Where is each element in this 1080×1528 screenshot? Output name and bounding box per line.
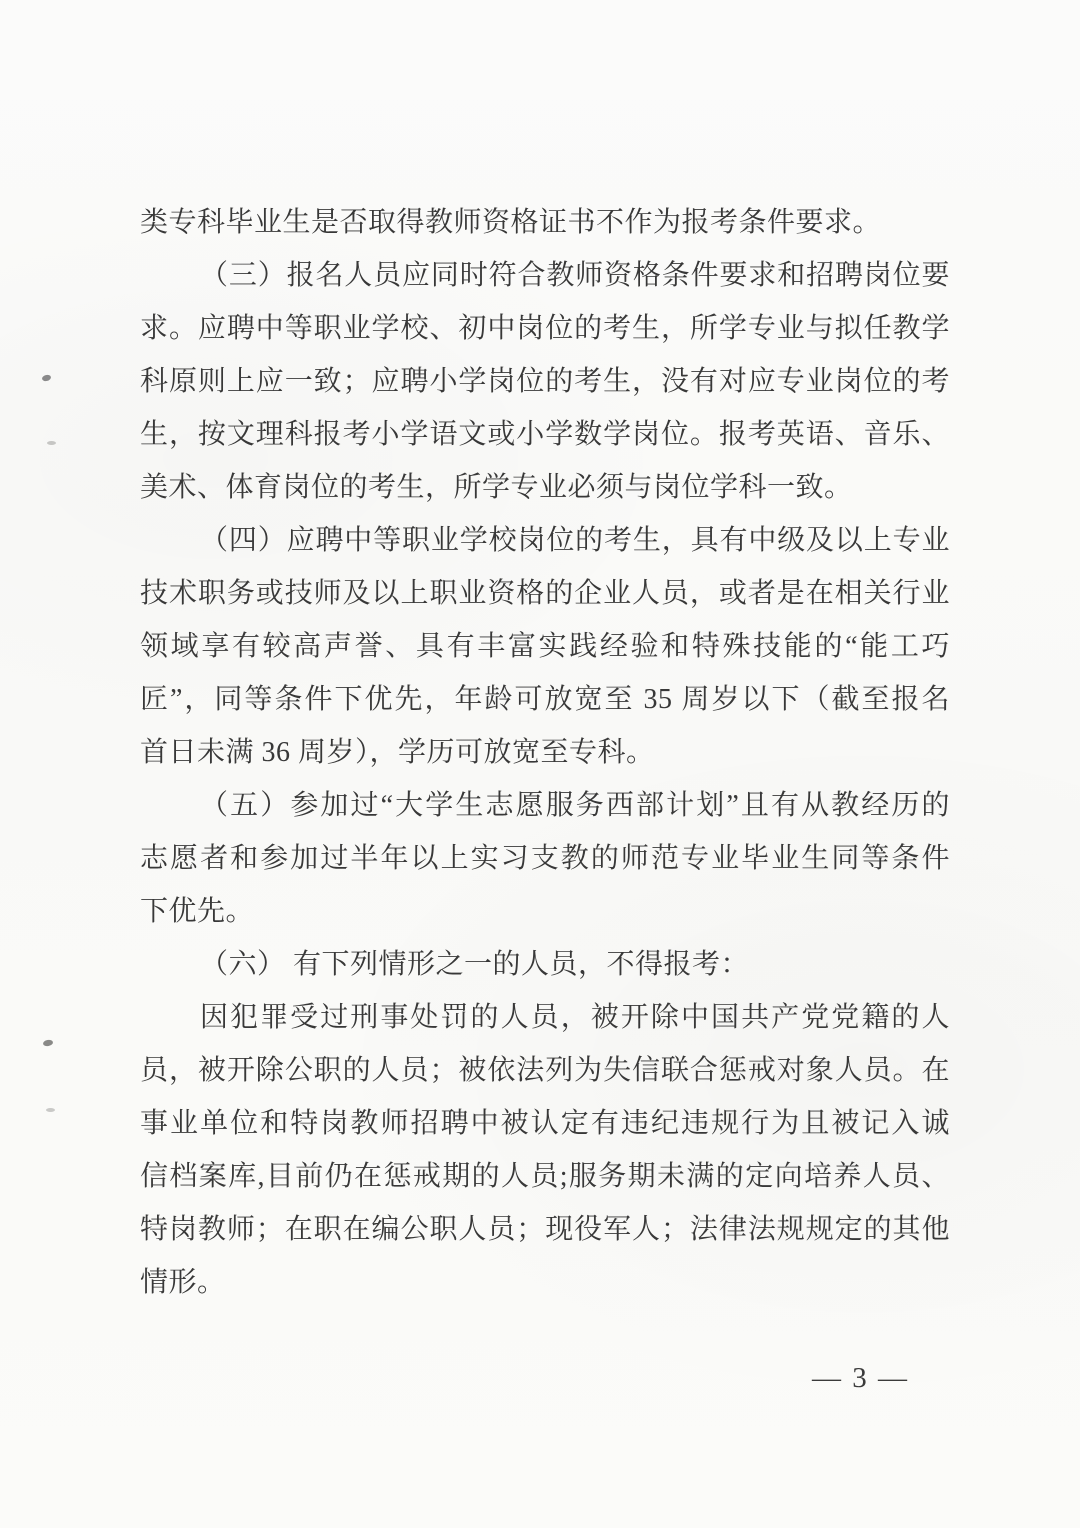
- scan-speck: [41, 374, 51, 382]
- page-number: — 3 —: [812, 1362, 909, 1394]
- scan-speck: [46, 1108, 55, 1112]
- text-line: 志愿者和参加过半年以上实习支教的师范专业毕业生同等条件: [140, 843, 950, 874]
- text-line: 生，按文理科报考小学语文或小学数学岗位。报考英语、音乐、: [140, 419, 950, 450]
- text-line: 事业单位和特岗教师招聘中被认定有违纪违规行为且被记入诚: [140, 1108, 950, 1139]
- text-line: 员，被开除公职的人员；被依法列为失信联合惩戒对象人员。在: [140, 1055, 950, 1086]
- text-line: 信档案库,目前仍在惩戒期的人员;服务期未满的定向培养人员、: [140, 1161, 950, 1192]
- text-line: 首日未满 36 周岁），学历可放宽至专科。: [140, 737, 655, 768]
- text-line: 因犯罪受过刑事处罚的人员，被开除中国共产党党籍的人: [200, 1002, 950, 1033]
- text-line: （四）应聘中等职业学校岗位的考生，具有中级及以上专业: [200, 525, 950, 556]
- text-line: 美术、体育岗位的考生，所学专业必须与岗位学科一致。: [140, 472, 853, 503]
- text-line: 特岗教师；在职在编公职人员；现役军人；法律法规规定的其他: [140, 1214, 950, 1245]
- text-line: 技术职务或技师及以上职业资格的企业人员，或者是在相关行业: [140, 578, 950, 609]
- text-line: 下优先。: [140, 896, 255, 927]
- text-line: 类专科毕业生是否取得教师资格证书不作为报考条件要求。: [140, 207, 882, 238]
- text-line: 领域享有较高声誉、具有丰富实践经验和特殊技能的“能工巧: [140, 631, 950, 662]
- text-line: 科原则上应一致；应聘小学岗位的考生，没有对应专业岗位的考: [140, 366, 950, 397]
- document-body: [140, 196, 950, 1309]
- text-line: 匠”，同等条件下优先，年龄可放宽至 35 周岁以下（截至报名: [140, 684, 950, 715]
- text-line: 求。应聘中等职业学校、初中岗位的考生，所学专业与拟任教学: [140, 313, 950, 344]
- text-line: （三）报名人员应同时符合教师资格条件要求和招聘岗位要: [200, 260, 950, 291]
- scan-speck: [47, 441, 56, 445]
- scan-speck: [43, 1039, 54, 1047]
- text-line: （六） 有下列情形之一的人员，不得报考：: [200, 949, 750, 980]
- text-line: 情形。: [140, 1267, 226, 1298]
- text-line: （五）参加过“大学生志愿服务西部计划”且有从教经历的: [200, 790, 950, 821]
